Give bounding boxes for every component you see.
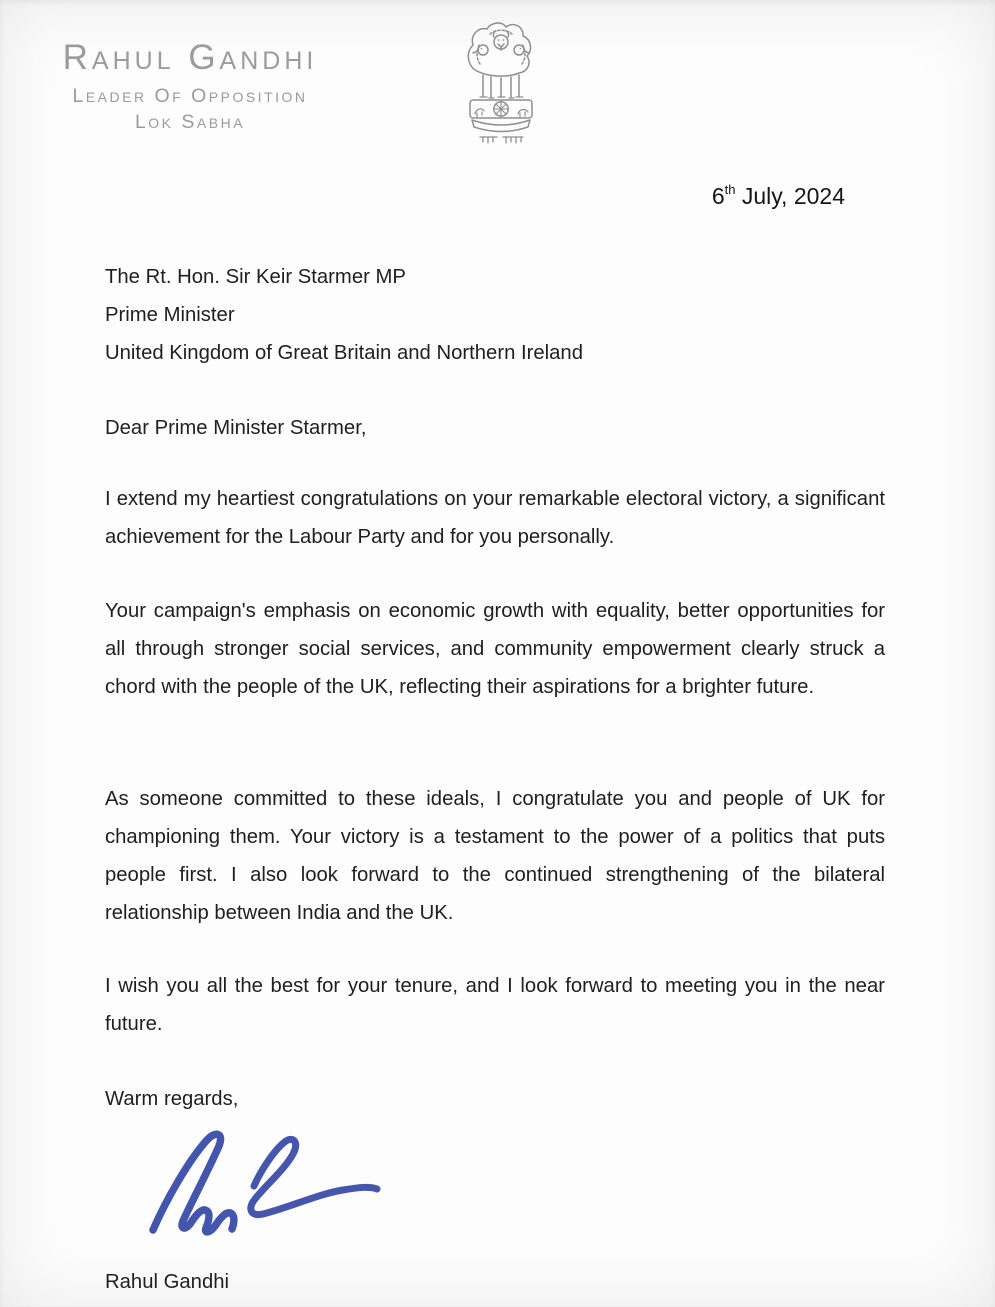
date-ordinal: th: [724, 182, 736, 198]
letterhead-name: Rahul Gandhi: [62, 38, 318, 77]
letterhead: [32, 38, 348, 134]
recipient-line-name: The Rt. Hon. Sir Keir Starmer MP: [105, 266, 406, 288]
date-line: [712, 183, 845, 210]
salutation: Dear Prime Minister Starmer,: [105, 417, 367, 439]
body-paragraph-3: As someone committed to these ideals, I congratulate you and people of UK for championing them. Your victory is a testament to the power of a politics that puts people first. I also look forward to the continued strengthening of the bilateral relationship between India and the UK.: [105, 788, 885, 924]
body-paragraph-4: I wish you all the best for your tenure, and I look forward to meeting you in the near future.: [105, 975, 885, 1035]
date-rest: July, 2024: [735, 183, 845, 209]
body-paragraph-2: Your campaign's emphasis on economic growth with equality, better opportunities for all through stronger social services, and community empowerment clearly struck a chord with the people of the UK, reflecting their aspirations for a brighter future.: [105, 600, 885, 698]
date-day: 6: [711, 183, 725, 209]
body-paragraph-1: I extend my heartiest congratulations on your remarkable electoral victory, a significant achievement for the Labour Party and for you personally.: [105, 488, 885, 548]
closing-line: Warm regards,: [105, 1088, 239, 1110]
recipient-block: [105, 258, 583, 372]
letterhead-title-line1: Leader Of Opposition: [72, 85, 308, 107]
recipient-line-title: Prime Minister: [105, 304, 235, 326]
satyameva-jayate-motto: [480, 137, 523, 143]
letterhead-title-line2: Lok Sabha: [134, 111, 246, 133]
ashoka-emblem-icon: [450, 20, 552, 146]
signature-ink: [138, 1124, 386, 1246]
signer-typed-name: Rahul Gandhi: [105, 1271, 230, 1293]
recipient-line-country: United Kingdom of Great Britain and Northern Ireland: [105, 342, 583, 364]
